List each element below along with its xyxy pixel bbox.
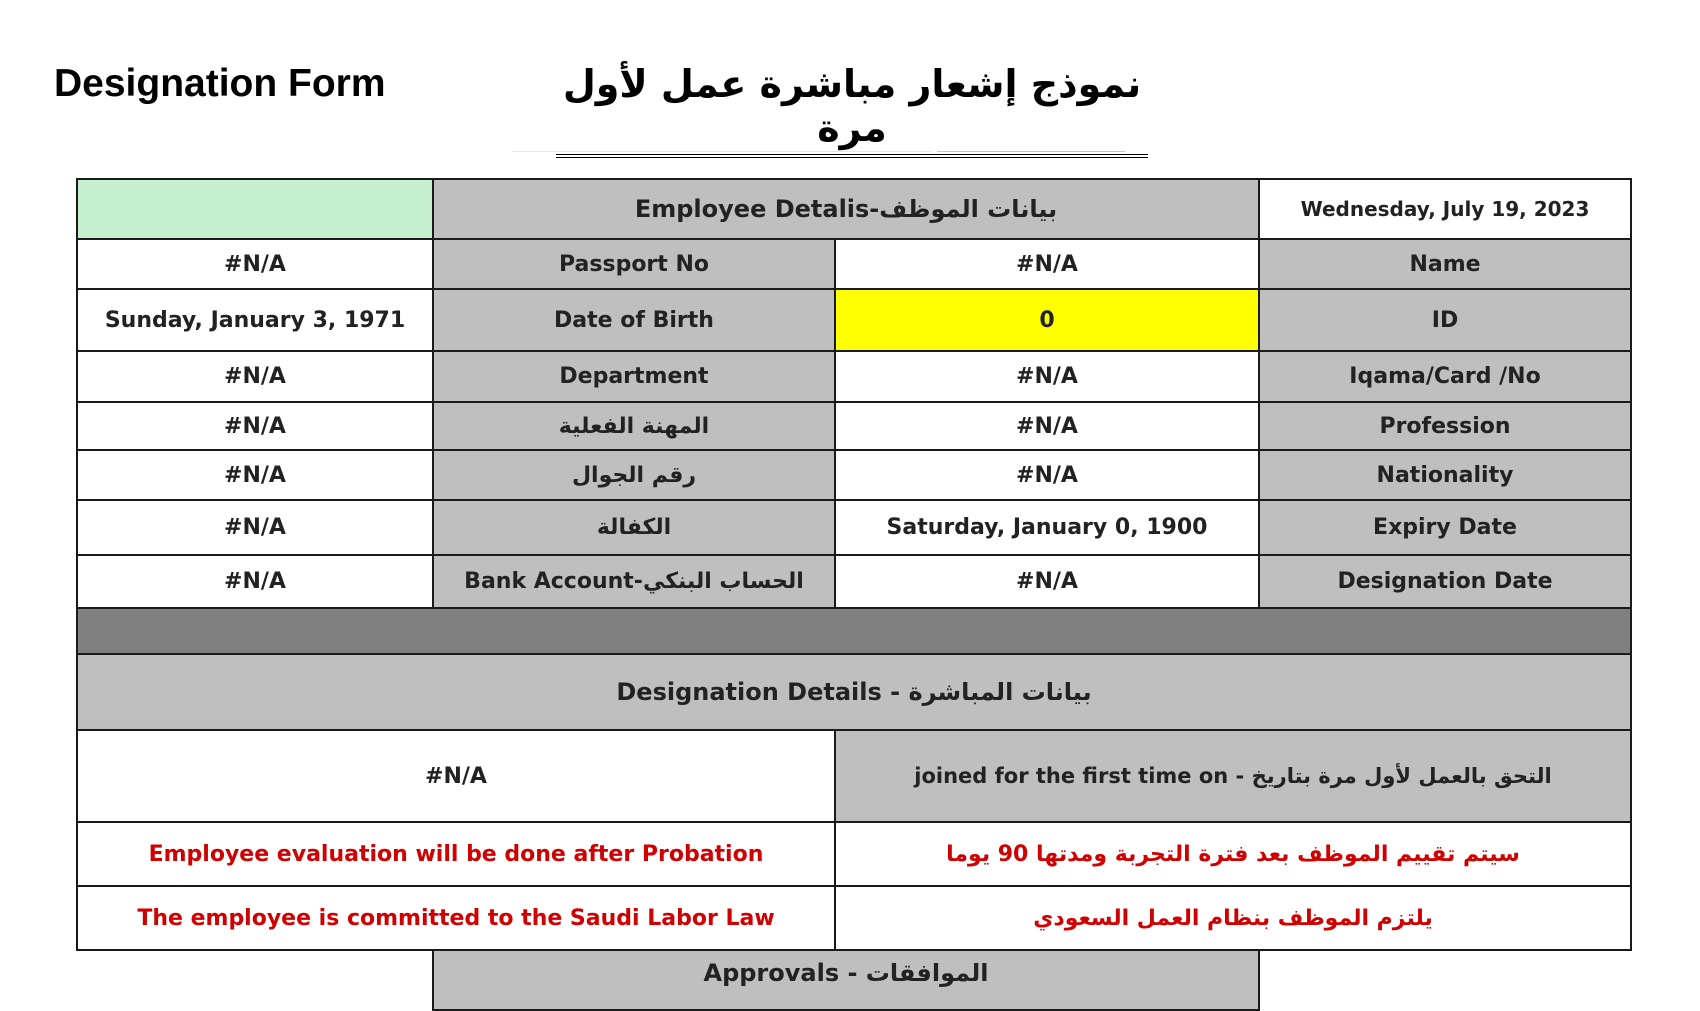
table-row xyxy=(77,351,1631,402)
name-label: Name xyxy=(1259,239,1631,289)
expiry-date-label: Expiry Date xyxy=(1259,500,1631,555)
passport-no-label: Passport No xyxy=(433,239,835,289)
approvals-heading: Approvals - الموافقات xyxy=(433,950,1259,1010)
iqama-card-no-label: Iqama/Card /No xyxy=(1259,351,1631,402)
sponsorship-value: #N/A xyxy=(77,500,433,555)
designation-form-table xyxy=(76,178,1632,1011)
table-row xyxy=(77,500,1631,555)
passport-no-value: #N/A xyxy=(77,239,433,289)
labor-law-note-english: The employee is committed to the Saudi Labor Law xyxy=(77,886,835,950)
actual-profession-label: المهنة الفعلية xyxy=(433,402,835,450)
empty-cell xyxy=(1259,950,1631,1010)
evaluation-note-arabic: سيتم تقييم الموظف بعد فترة التجربة ومدتها 90 يوما xyxy=(835,822,1631,886)
table-row xyxy=(77,555,1631,608)
id-label: ID xyxy=(1259,289,1631,351)
actual-profession-value: #N/A xyxy=(77,402,433,450)
profession-label: Profession xyxy=(1259,402,1631,450)
mobile-number-value: #N/A xyxy=(77,450,433,500)
bank-account-value: #N/A xyxy=(77,555,433,608)
nationality-value: #N/A xyxy=(835,450,1259,500)
table-row xyxy=(77,730,1631,822)
table-row xyxy=(77,402,1631,450)
designation-date-value: #N/A xyxy=(835,555,1259,608)
designation-details-header-row xyxy=(77,654,1631,730)
approvals-header-row xyxy=(77,950,1631,1010)
table-row xyxy=(77,822,1631,886)
table-row xyxy=(77,450,1631,500)
joined-date-label: joined for the first time on - التحق بالعمل لأول مرة بتاريخ xyxy=(835,730,1631,822)
department-value: #N/A xyxy=(77,351,433,402)
name-value: #N/A xyxy=(835,239,1259,289)
designation-date-label: Designation Date xyxy=(1259,555,1631,608)
table-row xyxy=(77,289,1631,351)
profession-value: #N/A xyxy=(835,402,1259,450)
designation-details-heading: Designation Details - بيانات المباشرة xyxy=(77,654,1631,730)
empty-cell xyxy=(77,950,433,1010)
mobile-number-label: رقم الجوال xyxy=(433,450,835,500)
table-row xyxy=(77,239,1631,289)
decorative-divider xyxy=(512,151,932,152)
department-label: Department xyxy=(433,351,835,402)
employee-details-header-row xyxy=(77,179,1631,239)
decorative-divider xyxy=(937,151,1125,152)
date-of-birth-label: Date of Birth xyxy=(433,289,835,351)
separator-row xyxy=(77,608,1631,654)
status-cell xyxy=(77,179,433,239)
current-date: Wednesday, July 19, 2023 xyxy=(1259,179,1631,239)
bank-account-label: Bank Account-الحساب البنكي xyxy=(433,555,835,608)
separator-bar xyxy=(77,608,1631,654)
employee-details-heading: Employee Detalis-بيانات الموظف xyxy=(433,179,1259,239)
date-of-birth-value: Sunday, January 3, 1971 xyxy=(77,289,433,351)
joined-date-value: #N/A xyxy=(77,730,835,822)
arabic-form-title: نموذج إشعار مباشرة عمل لأول مرة xyxy=(556,62,1148,158)
labor-law-note-arabic: يلتزم الموظف بنظام العمل السعودي xyxy=(835,886,1631,950)
table-row xyxy=(77,886,1631,950)
nationality-label: Nationality xyxy=(1259,450,1631,500)
iqama-card-no-value: #N/A xyxy=(835,351,1259,402)
form-title: Designation Form xyxy=(54,62,386,105)
id-value: 0 xyxy=(835,289,1259,351)
expiry-date-value: Saturday, January 0, 1900 xyxy=(835,500,1259,555)
sponsorship-label: الكفالة xyxy=(433,500,835,555)
evaluation-note-english: Employee evaluation will be done after Probation xyxy=(77,822,835,886)
